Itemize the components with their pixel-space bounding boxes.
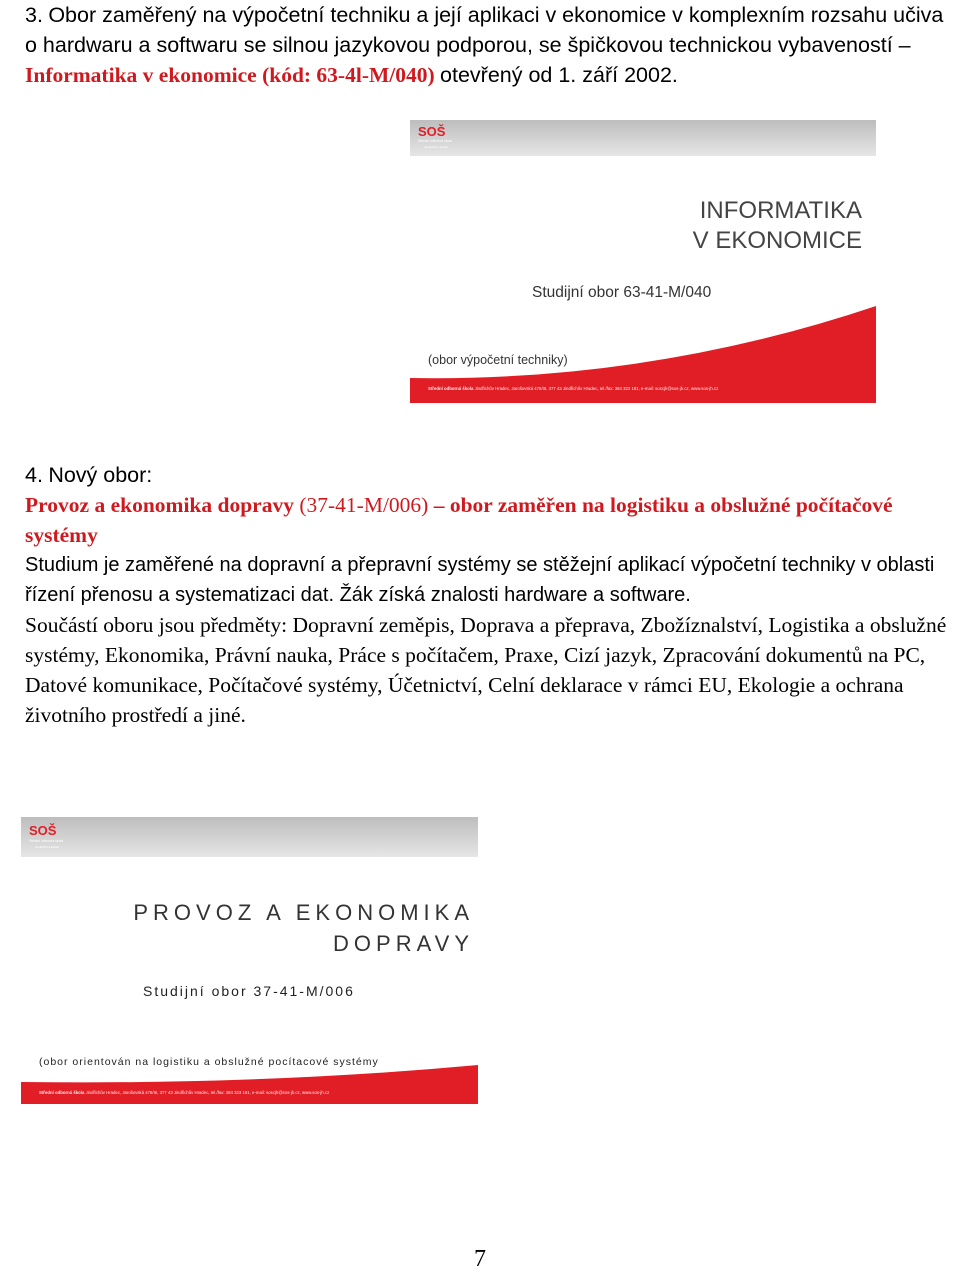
item-3-text-after: otevřený od 1. září 2002. xyxy=(440,63,678,87)
item-4-heading xyxy=(25,460,950,490)
footer-2-contact: Jindřichův Hradec, Jarošovská 478/III, 377 43 Jindřichův Hradec, tel./fax: 384 323 181, e-mail: soscjh@sos-jh.cz, www.sos-jh.cz xyxy=(85,1090,330,1095)
logo-subtitle-2: Jindřichův Hradec xyxy=(424,145,449,149)
banner-title xyxy=(693,196,862,256)
item-3-text: Obor zaměřený na výpočetní techniku a její aplikaci v ekonomice v komplexním rozsahu učiva o hardwaru a softwaru se silnou jazykovou podporou, se špičkovou technickou vybaveností – xyxy=(25,3,944,57)
program-code: (37-41-M/006) xyxy=(299,493,429,517)
footer-contact: Jindřichův Hradec, Jarošovská 478/III, 377 43 Jindřichův Hradec, tel./fax: 384 323 181, e-mail: soscjh@sos-jh.cz, www.sos-jh.cz xyxy=(474,386,719,391)
banner-2-title-line-2: DOPRAVY xyxy=(333,931,474,956)
item-3-highlight: Informatika v ekonomice (kód: 63-4l-M/040) xyxy=(25,63,435,87)
program-description: Studium je zaměřené na dopravní a přepravní systémy se stěžejní aplikací výpočetní techniky v oblasti řízení přenosu a systematizaci dat. Žák získá znalosti hardware a software. xyxy=(25,554,935,606)
school-logo: SOŠ xyxy=(418,124,446,139)
banner-footer xyxy=(428,386,718,391)
logo-2-subtitle-2: Jindřichův Hradec xyxy=(35,845,60,849)
item-3-number: 3. xyxy=(25,3,43,27)
school-logo-2: SOŠ xyxy=(29,823,57,838)
footer-school-name: Střední odborná škola xyxy=(428,386,474,391)
item-3-paragraph xyxy=(25,0,950,90)
item-4-label: Nový obor: xyxy=(48,463,153,487)
banner-subtitle: Studijní obor 63-41-M/040 xyxy=(532,284,712,301)
banner-note: (obor výpočetní techniky) xyxy=(428,353,568,367)
logo-subtitle: Střední odborná škola xyxy=(418,139,453,143)
doprava-banner xyxy=(21,817,478,1104)
program-name: Provoz a ekonomika dopravy xyxy=(25,493,294,517)
banner-2-footer xyxy=(39,1090,329,1095)
banner-2-title xyxy=(133,897,474,959)
banner-2-note: (obor orientován na logistiku a obslužné pocítacové systémy xyxy=(39,1056,379,1068)
item-4-section xyxy=(25,460,950,730)
page-number: 7 xyxy=(474,1246,486,1272)
banner-2-title-line-1: PROVOZ A EKONOMIKA xyxy=(133,900,474,925)
program-subjects: Součástí oboru jsou předměty: Dopravní zeměpis, Doprava a přeprava, Zbožíznalství, Logistika a obslužné systémy, Ekonomika, Právní nauka, Práce s počítačem, Praxe, Cizí jazyk, Zpracování dokumentů na PC, Datové komunikace, Počítačové systémy, Účetnictví, Celní deklarace v rámci EU, Ekologie a ochrana životního prostředí a jiné. xyxy=(25,613,947,727)
banner-title-line-1: INFORMATIKA xyxy=(699,197,862,224)
item-4-title xyxy=(25,490,950,550)
informatika-banner xyxy=(410,120,876,403)
banner-title-line-2: V EKONOMICE xyxy=(692,227,862,254)
footer-2-school-name: Střední odborná škola xyxy=(39,1090,85,1095)
item-4-number: 4. xyxy=(25,463,43,487)
logo-2-subtitle: Střední odborná škola xyxy=(29,839,64,843)
program-focus: – obor zaměřen na logistiku a obslužné počítačové systémy xyxy=(25,493,893,547)
banner-2-subtitle: Studijní obor 37-41-M/006 xyxy=(143,983,355,999)
